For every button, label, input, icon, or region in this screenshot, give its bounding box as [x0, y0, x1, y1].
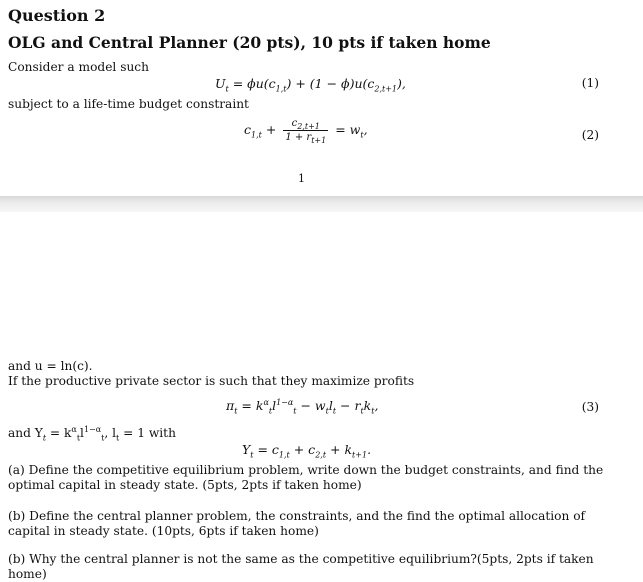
equation-2 [244, 118, 368, 143]
eq3-k2: k [363, 398, 372, 413]
prod-suffix1: , l [104, 426, 117, 440]
prod-y-sub: t [42, 433, 47, 443]
eq3-w-sub: t [325, 406, 329, 416]
utility-text: and u = ln(c). [8, 359, 93, 373]
eq3-l-sub: t [293, 406, 297, 416]
res-y: Y [242, 442, 251, 457]
budget-constraint-text: subject to a life-time budget constraint [8, 97, 249, 111]
profit-text: If the productive private sector is such that they maximize profits [8, 374, 415, 388]
page-2 [0, 212, 643, 581]
res-k-sub: t+1 [352, 450, 368, 460]
prod-suffix2: = 1 with [119, 426, 176, 440]
eq1-sub2: 2,t+1 [374, 84, 398, 94]
eq2-fraction [283, 118, 328, 143]
eq3-k2-sub: t [371, 406, 375, 416]
intro-text: Consider a model such [8, 60, 149, 74]
res-plus1: + c [289, 442, 316, 457]
equation-3 [226, 397, 379, 416]
eq3-r-sub: t [360, 406, 364, 416]
prod-prefix: and Y [8, 426, 43, 440]
res-c2-sub: 2,t [315, 450, 327, 460]
eq1-end: ), [397, 76, 406, 91]
question-title: Question 2 [8, 6, 106, 25]
eq2-denominator: 1 + r [285, 132, 312, 143]
eq2-rhs-sub: t [360, 130, 364, 140]
prod-l: l [80, 426, 84, 440]
res-c1-sub: 1,t [278, 450, 290, 460]
eq3-eq: = k [237, 398, 264, 413]
equation-3-number: (3) [581, 400, 599, 414]
equation-2-number: (2) [581, 128, 599, 142]
prod-l-sup: 1−α [83, 424, 102, 434]
eq3-k-sup: α [263, 397, 269, 407]
eq1-lhs: U [215, 76, 226, 91]
eq3-pi: π [226, 398, 235, 413]
eq3-l-sup: 1−α [276, 397, 294, 407]
prod-l2-sub: t [116, 433, 120, 443]
eq3-k-sub: t [268, 406, 273, 416]
prod-l-sub: t [101, 433, 105, 443]
eq3-l2-sub: t [332, 406, 337, 416]
eq1-rhs: = ϕu(c [228, 76, 276, 91]
eq3-rest1: − w [296, 398, 326, 413]
prod-mid: = k [46, 426, 72, 440]
eq1-sub1: 1,t [275, 84, 287, 94]
equation-1 [215, 76, 406, 94]
res-plus2: + k [326, 442, 353, 457]
eq1-mid: ) + (1 − ϕ)u(c [286, 76, 375, 91]
res-y-sub: t [250, 450, 254, 460]
question-subtitle: OLG and Central Planner (20 pts), 10 pts if taken home [8, 33, 491, 52]
resource-constraint-equation [242, 442, 372, 460]
eq2-denominator-sub: t+1 [311, 136, 327, 145]
eq2-rhs: = w [335, 122, 361, 137]
prod-k-sup: α [71, 424, 77, 434]
eq1-lhs-sub: t [225, 84, 229, 94]
equation-1-number: (1) [581, 76, 599, 90]
eq3-rest2: − r [336, 398, 361, 413]
eq2-plus: + [261, 122, 277, 137]
res-mid: = c [253, 442, 279, 457]
prod-k-sub: t [76, 433, 81, 443]
eq3-end: , [374, 398, 379, 413]
eq2-end: , [363, 122, 368, 137]
eq3-pi-sub: t [234, 406, 238, 416]
eq3-l: l [272, 398, 277, 413]
question-part-a: (a) Define the competitive equilibrium problem, write down the budget constraints, and find the optimal capital in steady state. (5pts, 2pts if taken home) [8, 463, 604, 492]
eq2-c1: c [244, 122, 252, 137]
page-1 [0, 0, 643, 196]
eq3-l2: l [328, 398, 333, 413]
production-text [8, 424, 176, 443]
eq2-numerator-sub: 2,t+1 [297, 122, 320, 131]
eq2-numerator: c [291, 118, 298, 129]
eq2-c1-sub: 1,t [251, 130, 262, 140]
page-break [0, 196, 643, 212]
question-part-c: (b) Why the central planner is not the same as the competitive equilibrium?(5pts, 2pts if taken home) [8, 552, 594, 581]
res-end: . [367, 442, 372, 457]
page-number: 1 [298, 172, 305, 185]
question-part-b: (b) Define the central planner problem, the constraints, and the find the optimal allocation of capital in steady state. (10pts, 6pts if taken home) [8, 509, 586, 538]
